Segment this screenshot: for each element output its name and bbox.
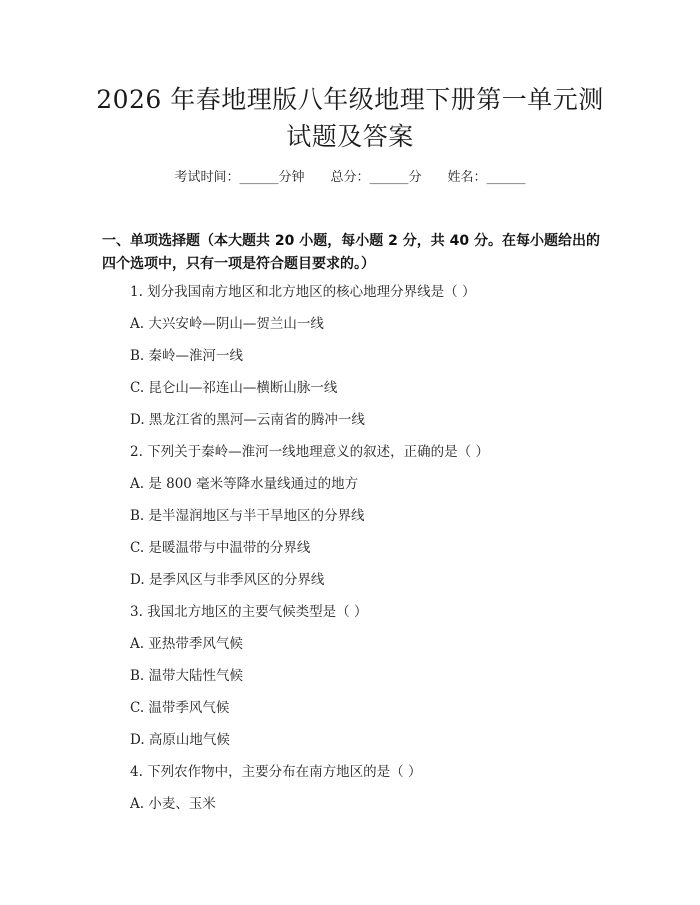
- option-2a: A. 是 800 毫米等降水量线通过的地方: [130, 476, 359, 492]
- question-4: 4. 下列农作物中，主要分布在南方地区的是（ ）: [130, 764, 422, 780]
- option-2b: B. 是半湿润地区与半干旱地区的分界线: [130, 508, 365, 524]
- option-1c: C. 昆仑山—祁连山—横断山脉一线: [130, 380, 338, 396]
- question-2: 2. 下列关于秦岭—淮河一线地理意义的叙述，正确的是（ ）: [130, 444, 489, 460]
- option-3b: B. 温带大陆性气候: [130, 668, 244, 684]
- student-name: 姓名：______: [447, 170, 526, 185]
- option-3a: A. 亚热带季风气候: [130, 636, 243, 652]
- section-heading: 一、单项选择题（本大题共 20 小题，每小题 2 分，共 40 分。在每小题给出的四个选项中，只有一项是符合题目要求的。）: [102, 233, 600, 272]
- exam-meta: [0, 169, 700, 187]
- option-1a: A. 大兴安岭—阴山—贺兰山一线: [130, 316, 324, 332]
- question-3: 3. 我国北方地区的主要气候类型是（ ）: [130, 604, 368, 620]
- option-3c: C. 温带季风气候: [130, 700, 230, 716]
- document-title-line-1: 2026 年春地理版八年级地理下册第一单元测: [96, 85, 604, 114]
- option-3d: D. 高原山地气候: [130, 732, 230, 748]
- document-title-line-2: 试题及答案: [286, 122, 414, 151]
- option-4a: A. 小麦、玉米: [130, 796, 216, 812]
- option-2c: C. 是暖温带与中温带的分界线: [130, 540, 311, 556]
- exam-total-score: 总分：______分: [330, 170, 422, 185]
- option-1b: B. 秦岭—淮河一线: [130, 348, 244, 364]
- exam-time: 考试时间：______分钟: [174, 170, 305, 185]
- option-2d: D. 是季风区与非季风区的分界线: [130, 572, 325, 588]
- question-1: 1. 划分我国南方地区和北方地区的核心地理分界线是（ ）: [130, 284, 476, 300]
- option-1d: D. 黑龙江省的黑河—云南省的腾冲一线: [130, 412, 365, 428]
